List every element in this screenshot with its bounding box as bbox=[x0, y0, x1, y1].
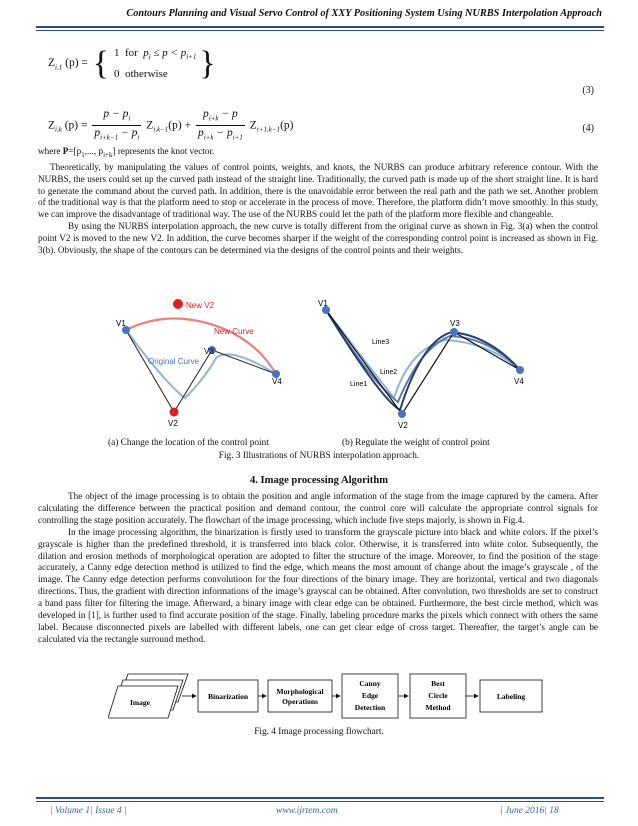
label-line1: Line1 bbox=[350, 381, 368, 388]
paragraph-nurbs-approach: By using the NURBS interpolation approach, the new curve is totally different from the original curve as shown in Fig. 3(a) when the control point V2 is moved to the new V2. In addition, the curve becomes sharper if the weight of the corresponding control point is increased as shown in Fig. 3(b). Obviously, the shape of the contours can be determined via the designs of the control points and their weights. bbox=[38, 221, 598, 256]
svg-text:Method: Method bbox=[425, 703, 451, 712]
label-b-v2: V2 bbox=[398, 421, 408, 430]
footer-volume: | Volume 1| Issue 4 | bbox=[50, 806, 127, 816]
body-text-1 bbox=[38, 146, 598, 257]
control-point-b-v4 bbox=[516, 366, 524, 374]
equation-4-number: (4) bbox=[582, 123, 594, 134]
equation-4: $Z_{i,k}$ (p) = $\frac{p - p_i}{p_{i+k-1} - p_i}$ $Z_{i,k-1}(p)$ + $\frac{p_{i+k} - p}{p_{i+k} - p_{i+1}}$ $Z_{i+1,k-1}(p)$ bbox=[48, 107, 293, 145]
footer-date: | June 2016| 18 bbox=[500, 806, 559, 816]
label-v2: V2 bbox=[168, 419, 178, 428]
figure-3b-caption: (b) Regulate the weight of control point bbox=[342, 438, 490, 448]
label-v1: V1 bbox=[116, 319, 126, 328]
label-new-curve: New Curve bbox=[214, 327, 254, 336]
fraction-1: $\frac{p - p_i}{p_{i+k-1} - p_i}$ bbox=[94, 108, 140, 142]
figure-4-flowchart bbox=[108, 672, 548, 722]
control-point-b-v2 bbox=[398, 410, 406, 418]
line3-curve bbox=[326, 310, 520, 410]
svg-text:Morphological: Morphological bbox=[276, 687, 324, 696]
knot-vector-sentence: where $P=[p_1$,..., $p_{i+k}$] represents the knot vector. bbox=[38, 146, 215, 159]
svg-text:Binarization: Binarization bbox=[207, 692, 249, 701]
svg-text:Circle: Circle bbox=[428, 691, 448, 700]
figure-3a-caption: (a) Change the location of the control point bbox=[108, 438, 269, 448]
label-v4: V4 bbox=[272, 377, 282, 386]
image-stack bbox=[108, 674, 188, 718]
svg-text:Edge: Edge bbox=[361, 691, 379, 700]
label-line3: Line3 bbox=[372, 339, 390, 346]
image-label: Image bbox=[130, 698, 150, 707]
control-point-b-v3 bbox=[450, 328, 458, 336]
figure-3 bbox=[110, 288, 538, 442]
fraction-2: $\frac{p_{i+k} - p}{p_{i+k} - p_{i+1}}$ bbox=[197, 108, 243, 142]
svg-text:Labeling: Labeling bbox=[496, 692, 526, 701]
label-new-v2: New V2 bbox=[186, 301, 215, 310]
figure-3a bbox=[116, 299, 282, 428]
paragraph-nurbs-theory: Theoretically, by manipulating the values of control points, weights, and knots, the NURBS can produce arbitrary reference contour. With the NURBS, the users could set up the curved path instead of the straight line. Traditionally, the curved path is made up of the short straight line. It is hard to generate the command about the curved path. In addition, there is the unavoidable error between the real path and the path we set. Another problem of the traditional way is that the platform need to stop or accelerate in the process of move. Therefore, the platform didn’t move smoothly. In this study, we can improve the disadvantage of traditional way. The use of the NURBS could let the path of the platform more flexible and changeable. bbox=[38, 161, 598, 220]
control-point-new-v2 bbox=[173, 299, 183, 309]
running-header: Contours Planning and Visual Servo Control of XXY Positioning System Using NURBS Interpolation Approach bbox=[126, 8, 602, 19]
control-polygon bbox=[126, 330, 276, 412]
figure-4-caption: Fig. 4 Image processing flowchart. bbox=[254, 727, 384, 737]
label-v3: V3 bbox=[204, 347, 214, 356]
control-polygon-b bbox=[326, 310, 520, 414]
figure-3b bbox=[318, 299, 524, 430]
paragraph-image-processing-intro: The object of the image processing is to obtain the position and angle information of the stage from the image captured by the camera. After calculating the difference between the practical position and demand contour, the control core will calculate the appropriate control signals for controlling the stage position accurately. The flowchart of the image processing, which include five steps majorly, is shown in Fig.4. bbox=[38, 491, 598, 525]
svg-text:Operations: Operations bbox=[282, 697, 318, 706]
svg-text:Canny: Canny bbox=[359, 679, 381, 688]
label-b-v1: V1 bbox=[318, 299, 328, 308]
svg-text:Best: Best bbox=[431, 679, 445, 688]
footer-site: www.ijrtem.com bbox=[276, 806, 338, 816]
footer-rule bbox=[36, 797, 604, 799]
svg-text:Detection: Detection bbox=[354, 703, 386, 712]
label-original-curve: Original Curve bbox=[148, 357, 200, 366]
header-rule bbox=[36, 26, 604, 28]
equation-3-number: (3) bbox=[582, 85, 594, 96]
equation-3: $Z_{i,1}$ (p) = { 1 for $p_i \le p < p_{i+1}$ 0 otherwise } bbox=[48, 45, 216, 83]
figure-3-caption: Fig. 3 Illustrations of NURBS interpolation approach. bbox=[218, 451, 420, 461]
body-text-2 bbox=[38, 491, 598, 646]
header-rule-thin bbox=[36, 30, 604, 31]
control-point-v2 bbox=[170, 408, 179, 417]
label-line2: Line2 bbox=[380, 369, 398, 376]
step-morphological bbox=[268, 680, 332, 712]
label-b-v4: V4 bbox=[514, 377, 524, 386]
paragraph-image-processing-algorithm: In the image processing algorithm, the binarization is firstly used to transform the grayscale picture into black and white colors. If the pixel’s grayscale is higher than the predefined threshold, it is transferred into black color. Otherwise, it is transferred into white color. Subsequently, the dilation and erosion methods of morphological operation are adopted to filter the structure of the image. Moreover, to find the position of the stage accurately, a Canny edge detection method is utilized to find the edge, which means the most amount of change about the image’s grayscale , of the image. The Canny edge detection performs convolutioon for the four directions of the binary image. They are horizontal, vertical and two diagonals directions. Thus, the gradient with direction informations of the image’s grayscal can be obtained. After convolution, two thresholds are set to construct a band pass filter for filtering the image. Afterward, a binary image with clear edge can be obtained. Furthermore, the best circle method, which was developed in [1], is further used to find accurate position of the stage. Finally, labeling procedure marks the pixels which connect with others the same label. Because disconnected pixels are labelled with different labels, one can get clear edge of cross target. Thereafter, the target’s angle can be calculated via the rectangle surround method. bbox=[38, 526, 598, 644]
label-b-v3: V3 bbox=[450, 319, 460, 328]
section-4-heading: 4. Image processing Algorithm bbox=[249, 475, 389, 486]
footer-rule-thin bbox=[36, 801, 604, 802]
